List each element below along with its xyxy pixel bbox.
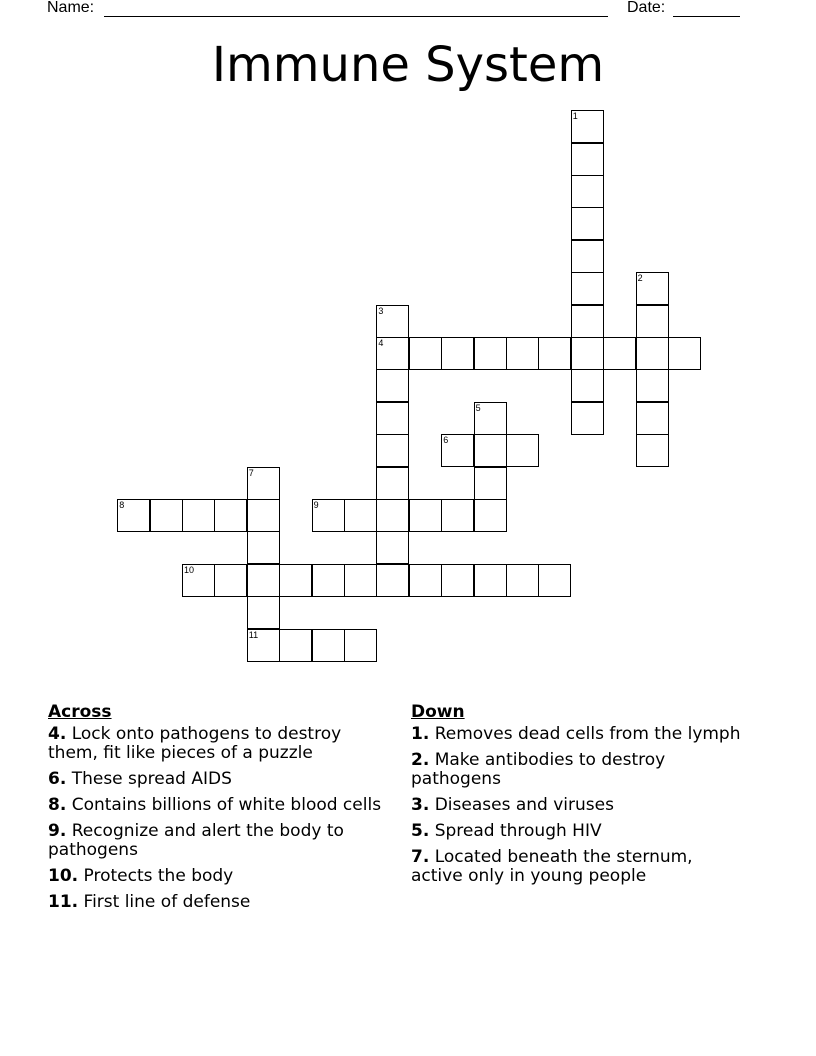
down-clue xyxy=(411,822,741,841)
crossword-cell[interactable] xyxy=(571,305,604,338)
crossword-cell[interactable] xyxy=(571,272,604,305)
across-heading: Across xyxy=(48,702,112,722)
crossword-cell[interactable] xyxy=(571,110,604,143)
down-clue xyxy=(411,796,741,815)
crossword-cell[interactable] xyxy=(376,467,409,500)
cell-number: 3 xyxy=(378,305,384,316)
cell-number: 2 xyxy=(637,273,643,284)
cell-number: 6 xyxy=(443,435,449,446)
across-clue xyxy=(48,796,388,815)
crossword-cell[interactable] xyxy=(571,175,604,208)
crossword-cell[interactable] xyxy=(441,564,474,597)
clue-number: 8. xyxy=(48,795,67,815)
clue-number: 4. xyxy=(48,724,67,744)
crossword-cell[interactable] xyxy=(571,337,604,370)
crossword-cell[interactable] xyxy=(409,337,442,370)
crossword-cell[interactable] xyxy=(376,499,409,532)
across-clue xyxy=(48,893,388,912)
clue-text: First line of defense xyxy=(78,892,251,912)
crossword-cell[interactable] xyxy=(474,499,507,532)
crossword-cell[interactable] xyxy=(279,629,312,662)
cell-number: 10 xyxy=(184,564,195,575)
crossword-cell[interactable] xyxy=(668,337,701,370)
clue-text: Located beneath the sternum, active only in young people xyxy=(411,847,693,886)
crossword-cell[interactable] xyxy=(506,434,539,467)
across-clue xyxy=(48,725,388,763)
clue-number: 5. xyxy=(411,821,430,841)
crossword-cell[interactable] xyxy=(474,564,507,597)
clue-text: Diseases and viruses xyxy=(429,795,614,815)
clue-text: Protects the body xyxy=(78,866,234,886)
crossword-cell[interactable] xyxy=(538,564,571,597)
crossword-cell[interactable] xyxy=(474,467,507,500)
crossword-cell[interactable] xyxy=(376,369,409,402)
cell-number: 5 xyxy=(475,402,481,413)
cell-number: 1 xyxy=(572,111,578,122)
clue-number: 6. xyxy=(48,769,67,789)
crossword-cell[interactable] xyxy=(636,434,669,467)
clue-text: These spread AIDS xyxy=(66,769,232,789)
clue-number: 7. xyxy=(411,847,430,867)
down-clue-list xyxy=(411,725,741,886)
clue-number: 11. xyxy=(48,892,79,912)
across-clue xyxy=(48,867,388,886)
crossword-cell[interactable] xyxy=(571,240,604,273)
crossword-cell[interactable] xyxy=(376,434,409,467)
crossword-cell[interactable] xyxy=(441,434,474,467)
crossword-cell[interactable] xyxy=(441,499,474,532)
down-clue xyxy=(411,751,741,789)
cell-number: 8 xyxy=(119,500,125,510)
crossword-cell[interactable] xyxy=(506,564,539,597)
crossword-cell[interactable] xyxy=(279,564,312,597)
crossword-cell[interactable] xyxy=(344,629,377,662)
crossword-cell[interactable] xyxy=(344,499,377,532)
clue-number: 2. xyxy=(411,750,430,770)
date-label: Date: xyxy=(627,0,666,16)
cell-number: 7 xyxy=(248,467,254,478)
crossword-cell[interactable] xyxy=(376,531,409,564)
crossword-cell[interactable] xyxy=(150,499,183,532)
crossword-cell[interactable] xyxy=(247,499,280,532)
crossword-cell[interactable] xyxy=(247,629,280,662)
crossword-cell[interactable] xyxy=(214,499,247,532)
crossword-cell[interactable] xyxy=(376,305,409,338)
down-clues xyxy=(411,703,741,893)
crossword-cell[interactable] xyxy=(636,337,669,370)
clue-text: Removes dead cells from the lymph xyxy=(429,724,741,744)
down-heading: Down xyxy=(411,702,465,722)
crossword-cell[interactable] xyxy=(571,143,604,176)
down-clue xyxy=(411,848,741,886)
crossword-cell[interactable] xyxy=(409,499,442,532)
clue-number: 9. xyxy=(48,821,67,841)
crossword-cell[interactable] xyxy=(441,337,474,370)
crossword-cell[interactable] xyxy=(214,564,247,597)
crossword-cell[interactable] xyxy=(636,305,669,338)
across-clue xyxy=(48,770,388,789)
page-title: Immune System xyxy=(211,37,605,93)
crossword-cell[interactable] xyxy=(474,402,507,435)
crossword-cell[interactable] xyxy=(312,629,345,662)
crossword-cell[interactable] xyxy=(571,207,604,240)
crossword-cell[interactable] xyxy=(506,337,539,370)
crossword-cell[interactable] xyxy=(376,337,409,370)
crossword-cell[interactable] xyxy=(247,564,280,597)
cell-number: 11 xyxy=(248,629,259,640)
crossword-cell[interactable] xyxy=(636,369,669,402)
clue-number: 3. xyxy=(411,795,430,815)
crossword-cell[interactable] xyxy=(571,369,604,402)
clue-text: Contains billions of white blood cells xyxy=(66,795,382,815)
crossword-cell[interactable] xyxy=(409,564,442,597)
cell-number: 9 xyxy=(313,500,319,510)
clue-text: Lock onto pathogens to destroy them, fit like pieces of a puzzle xyxy=(48,724,342,763)
crossword-cell[interactable] xyxy=(636,402,669,435)
clue-number: 10. xyxy=(48,866,79,886)
crossword-cell[interactable] xyxy=(312,499,345,532)
crossword-cell[interactable] xyxy=(117,499,150,532)
crossword-cell[interactable] xyxy=(603,337,636,370)
across-clue-list xyxy=(48,725,388,912)
across-clues xyxy=(48,703,388,919)
crossword-cell[interactable] xyxy=(344,564,377,597)
crossword-cell[interactable] xyxy=(538,337,571,370)
clue-text: Recognize and alert the body to pathogens xyxy=(48,821,344,860)
clue-number: 1. xyxy=(411,724,430,744)
down-clue xyxy=(411,725,741,744)
crossword-cell[interactable] xyxy=(571,402,604,435)
crossword-cell[interactable] xyxy=(312,564,345,597)
across-clue xyxy=(48,822,388,860)
crossword-cell[interactable] xyxy=(182,564,215,597)
crossword-cell[interactable] xyxy=(376,564,409,597)
cell-number: 4 xyxy=(378,338,384,348)
crossword-cell[interactable] xyxy=(247,596,280,629)
crossword-cell[interactable] xyxy=(474,434,507,467)
clue-text: Make antibodies to destroy pathogens xyxy=(411,750,666,789)
clue-text: Spread through HIV xyxy=(429,821,602,841)
crossword-cell[interactable] xyxy=(182,499,215,532)
crossword-cell[interactable] xyxy=(474,337,507,370)
crossword-cell[interactable] xyxy=(636,272,669,305)
crossword-cell[interactable] xyxy=(247,531,280,564)
crossword-cell[interactable] xyxy=(376,402,409,435)
crossword-cell[interactable] xyxy=(247,467,280,500)
name-label: Name: xyxy=(47,0,95,16)
